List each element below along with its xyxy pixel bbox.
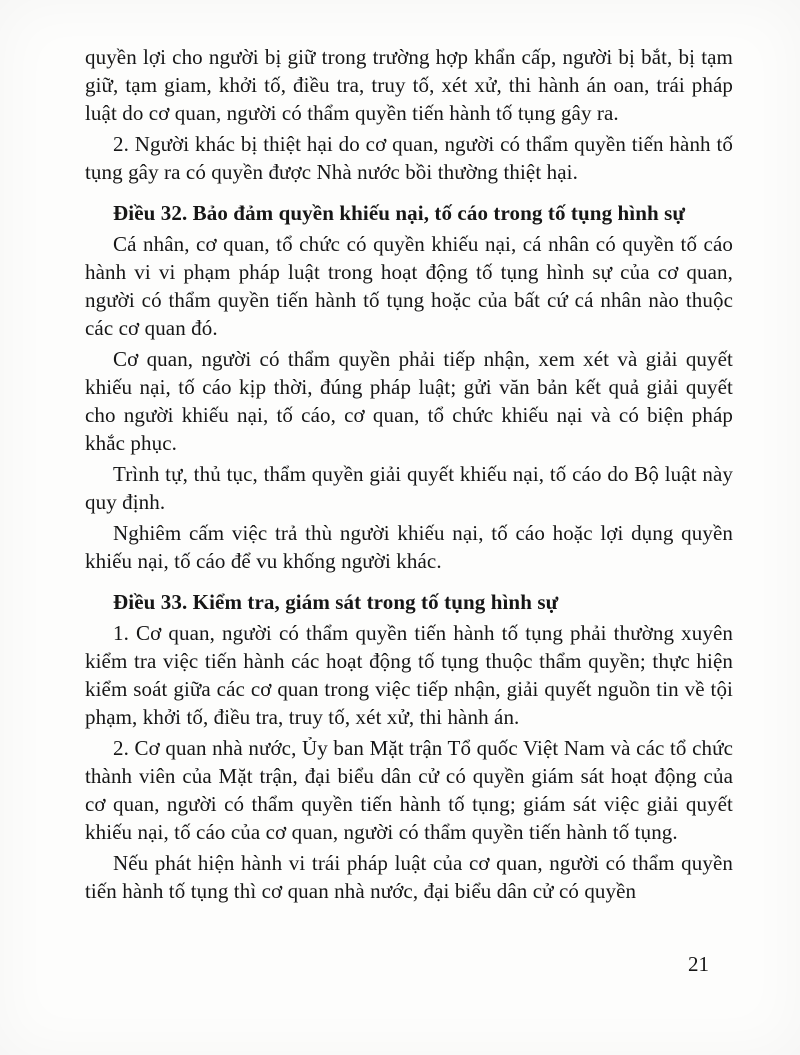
text-block [85,40,733,905]
body-paragraph: Nếu phát hiện hành vi trái pháp luật của cơ quan, người có thẩm quyền tiến hành tố tụng thì cơ quan nhà nước, đại biểu dân cử có quyền [85,851,733,903]
body-paragraph: Trình tự, thủ tục, thẩm quyền giải quyết khiếu nại, tố cáo do Bộ luật này quy định. [85,462,733,514]
body-paragraph: quyền lợi cho người bị giữ trong trường hợp khẩn cấp, người bị bắt, bị tạm giữ, tạm giam, khởi tố, điều tra, truy tố, xét xử, thi hành án oan, trái pháp luật do cơ quan, người có thẩm quyền tiến hành tố tụng gây ra. [85,45,733,125]
body-paragraph: 1. Cơ quan, người có thẩm quyền tiến hành tố tụng phải thường xuyên kiểm tra việc tiến hành các hoạt động tố tụng thuộc thẩm quyền; thực hiện kiểm soát giữa các cơ quan trong việc tiếp nhận, giải quyết nguồn tin về tội phạm, khởi tố, điều tra, truy tố, xét xử, thi hành án. [85,621,733,729]
article-heading: Điều 33. Kiểm tra, giám sát trong tố tụng hình sự [113,590,559,614]
body-paragraph: 2. Người khác bị thiệt hại do cơ quan, người có thẩm quyền tiến hành tố tụng gây ra có quyền được Nhà nước bồi thường thiệt hại. [85,132,733,184]
body-paragraph: Cá nhân, cơ quan, tổ chức có quyền khiếu nại, cá nhân có quyền tố cáo hành vi vi phạm pháp luật trong hoạt động tố tụng hình sự của cơ quan, người có thẩm quyền tiến hành tố tụng hoặc của bất cứ cá nhân nào thuộc các cơ quan đó. [85,232,733,340]
body-paragraph: Cơ quan, người có thẩm quyền phải tiếp nhận, xem xét và giải quyết khiếu nại, tố cáo kịp thời, đúng pháp luật; gửi văn bản kết quả giải quyết cho người khiếu nại, tố cáo, cơ quan, tổ chức khiếu nại và có biện pháp khắc phục. [85,347,733,455]
page-number: 21 [688,952,709,976]
body-paragraph: 2. Cơ quan nhà nước, Ủy ban Mặt trận Tổ quốc Việt Nam và các tổ chức thành viên của Mặt trận, đại biểu dân cử có quyền giám sát hoạt động của cơ quan, người có thẩm quyền tiến hành tố tụng; giám sát việc giải quyết khiếu nại, tố cáo của cơ quan, người có thẩm quyền tiến hành tố tụng. [85,736,733,844]
body-paragraph: Nghiêm cấm việc trả thù người khiếu nại, tố cáo hoặc lợi dụng quyền khiếu nại, tố cáo để vu khống người khác. [85,521,733,573]
article-heading: Điều 32. Bảo đảm quyền khiếu nại, tố cáo trong tố tụng hình sự [113,201,686,225]
